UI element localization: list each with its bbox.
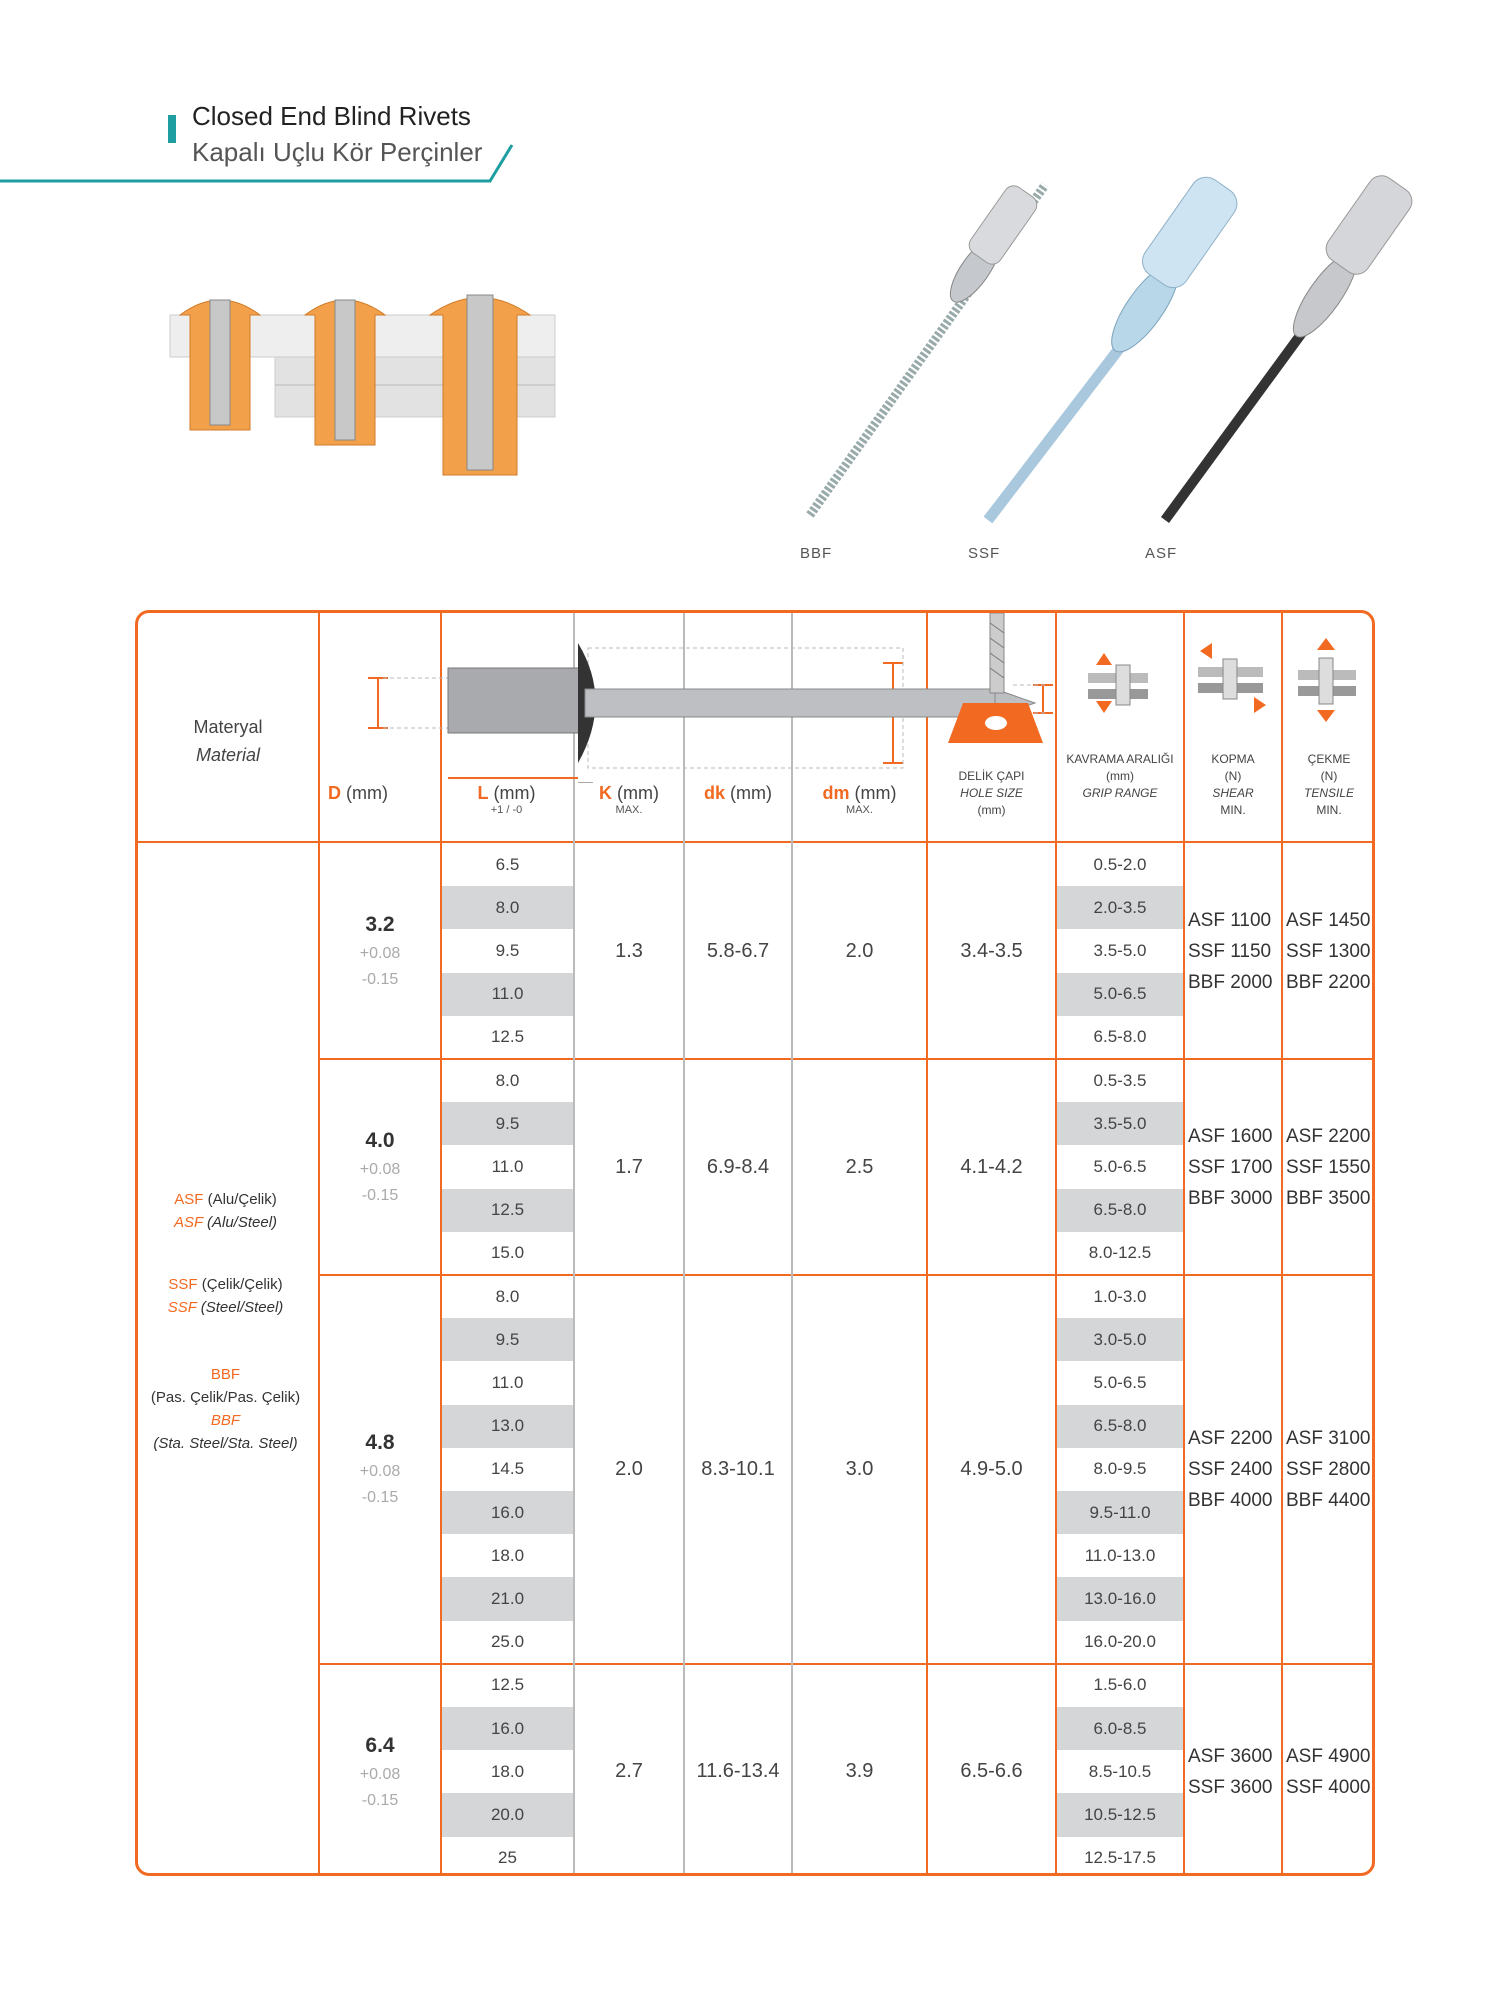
material-ssf: [138, 1273, 313, 1319]
hole-size-icon: [938, 613, 1048, 748]
tensile-value: ASF 3100: [1286, 1427, 1371, 1449]
grip-range-header: [1057, 751, 1183, 802]
diameter-value: 6.4: [365, 1733, 395, 1757]
grip-range-cell: 6.5-8.0: [1057, 1189, 1183, 1232]
tensile-header-unit: (N): [1320, 769, 1338, 783]
dm-header-unit: (mm): [849, 783, 897, 803]
grip-range-cell: 9.5-11.0: [1057, 1491, 1183, 1534]
shear-value: BBF 3000: [1188, 1187, 1273, 1209]
length-cell: 12.5: [490, 1675, 525, 1695]
grip-range-cell: 8.0-12.5: [1088, 1243, 1152, 1263]
k-cell: 2.0: [615, 1457, 643, 1480]
grip-range-cell: 16.0-20.0: [1084, 1632, 1156, 1652]
tensile-header-en: TENSILE: [1303, 786, 1354, 800]
grip-range-cell: 3.0-5.0: [1057, 1318, 1183, 1361]
dk-cell: 11.6-13.4: [696, 1760, 780, 1783]
diameter-cell: [320, 1112, 440, 1222]
material-header-en: Material: [195, 745, 261, 765]
length-cell: 8.0: [495, 1070, 520, 1090]
tensile-value: BBF 4400: [1286, 1489, 1371, 1511]
length-cell: 25.0: [490, 1632, 525, 1652]
shear-cell: [1188, 1121, 1273, 1214]
grip-range-cell: 6.5-8.0: [1093, 1027, 1147, 1047]
tensile-cell: [1286, 1121, 1371, 1214]
rivet-label-bbf: BBF: [800, 545, 833, 562]
tensile-icon: [1293, 638, 1363, 723]
length-cell: 9.5: [442, 1102, 573, 1145]
tensile-value: BBF 3500: [1286, 1187, 1371, 1209]
length-cell: 18.0: [490, 1545, 525, 1565]
hole-size-cell: 4.9-5.0: [960, 1457, 1023, 1480]
d-header-unit: (mm): [341, 783, 388, 803]
length-cell: 11.0: [442, 973, 573, 1016]
dk-header: [685, 783, 791, 804]
shear-value: SSF 1700: [1188, 1156, 1273, 1178]
material-header: [138, 713, 318, 769]
bbf-tr: (Pas. Çelik/Pas. Çelik): [150, 1389, 301, 1406]
l-header-tolerance: +1 / -0: [490, 804, 523, 816]
dm-cell: 2.0: [845, 939, 874, 962]
diameter-cell: [320, 896, 440, 1006]
shear-value: BBF 4000: [1188, 1489, 1273, 1511]
shear-header-tr: KOPMA: [1211, 752, 1255, 766]
asf-en: (Alu/Steel): [202, 1214, 278, 1231]
dm-header-label: dm: [822, 783, 850, 803]
material-header-tr: Materyal: [193, 717, 263, 737]
length-cell: 11.0: [491, 1156, 524, 1176]
shear-value: SSF 3600: [1188, 1776, 1273, 1798]
tensile-header: [1283, 751, 1375, 819]
shear-header-min: MIN.: [1220, 803, 1246, 817]
tensile-cell: [1286, 905, 1371, 998]
grip-range-cell: 5.0-6.5: [1093, 1156, 1147, 1176]
rivets-image: [790, 150, 1460, 530]
tensile-header-min: MIN.: [1316, 803, 1342, 817]
k-cell: 2.7: [615, 1760, 643, 1783]
asf-tr: (Alu/Çelik): [203, 1191, 277, 1208]
hole-header-tr: DELİK ÇAPI: [958, 769, 1025, 783]
ssf-tr: (Çelik/Çelik): [197, 1276, 283, 1293]
length-cell: 20.0: [442, 1793, 573, 1836]
dk-cell: 5.8-6.7: [706, 939, 770, 962]
k-header: [575, 783, 683, 816]
dm-header: [793, 783, 926, 816]
dm-cell: 2.5: [845, 1155, 874, 1178]
shear-value: ASF 2200: [1188, 1427, 1273, 1449]
header-divider: [138, 841, 1375, 843]
grip-range-cell: 8.5-10.5: [1088, 1761, 1152, 1781]
ssf-code: SSF: [168, 1276, 198, 1293]
grip-header-en: GRIP RANGE: [1082, 786, 1158, 800]
length-cell: 9.5: [495, 940, 520, 960]
tensile-value: SSF 4000: [1286, 1776, 1371, 1798]
shear-value: BBF 2000: [1188, 971, 1273, 993]
diameter-value: 4.8: [365, 1431, 395, 1455]
d-header: [328, 783, 388, 804]
length-cell: 18.0: [490, 1761, 525, 1781]
asf-code: ASF: [173, 1214, 203, 1231]
dk-cell: 8.3-10.1: [701, 1457, 775, 1480]
k-header-sub: MAX.: [615, 804, 643, 816]
k-header-unit: (mm): [612, 783, 659, 803]
l-header: [440, 783, 573, 816]
length-cell: 14.5: [490, 1459, 525, 1479]
length-cell: 8.0: [495, 1286, 520, 1306]
tensile-value: ASF 4900: [1286, 1745, 1371, 1767]
hole-size-cell: 3.4-3.5: [960, 939, 1023, 962]
grip-range-cell: 0.5-2.0: [1093, 854, 1147, 874]
diameter-value: 4.0: [365, 1129, 395, 1152]
tolerance-plus: +0.08: [359, 1765, 401, 1783]
col-divider: [318, 613, 320, 1873]
ssf-code: SSF: [167, 1299, 197, 1316]
l-header-label: L: [477, 783, 489, 803]
tensile-value: SSF 2800: [1286, 1458, 1371, 1480]
length-cell: 11.0: [491, 1372, 524, 1392]
tolerance-minus: -0.15: [361, 1187, 399, 1204]
specification-table: [135, 610, 1375, 1876]
grip-range-icon: [1078, 653, 1168, 713]
grip-range-cell: 6.0-8.5: [1057, 1707, 1183, 1750]
hole-size-cell: 4.1-4.2: [960, 1155, 1023, 1178]
rivet-label-asf: ASF: [1145, 545, 1178, 562]
shear-cell: [1188, 1423, 1273, 1516]
shear-cell: [1188, 905, 1273, 998]
k-cell: 1.3: [615, 939, 643, 962]
title-turkish: Kapalı Uçlu Kör Perçinler: [192, 137, 483, 167]
material-asf: [138, 1188, 313, 1234]
shear-value: SSF 1150: [1188, 940, 1272, 962]
length-cell: 12.5: [442, 1189, 573, 1232]
length-cell: 16.0: [442, 1491, 573, 1534]
length-cell: 12.5: [490, 1027, 525, 1047]
length-cell: 16.0: [442, 1707, 573, 1750]
dm-cell: 3.0: [845, 1457, 874, 1480]
grip-header-unit: (mm): [1106, 769, 1134, 783]
tensile-cell: [1286, 1423, 1371, 1516]
grip-header-tr: KAVRAMA ARALIĞI: [1066, 752, 1174, 766]
title-english: Closed End Blind Rivets: [192, 101, 471, 131]
tensile-cell: [1286, 1741, 1371, 1803]
l-header-unit: (mm): [488, 783, 536, 803]
tensile-value: SSF 1550: [1286, 1156, 1371, 1178]
tensile-header-tr: ÇEKME: [1307, 752, 1351, 766]
bbf-code: BBF: [210, 1366, 241, 1383]
rivet-label-ssf: SSF: [968, 545, 1001, 562]
grip-range-cell: 1.0-3.0: [1093, 1286, 1147, 1306]
bbf-code: BBF: [210, 1412, 241, 1429]
asf-code: ASF: [174, 1191, 204, 1208]
grip-range-cell: 5.0-6.5: [1093, 1372, 1147, 1392]
header-accent-bar: [168, 115, 176, 143]
grip-range-cell: 12.5-17.5: [1084, 1848, 1156, 1868]
grip-range-cell: 0.5-3.5: [1093, 1070, 1147, 1090]
shear-header-en: SHEAR: [1212, 786, 1254, 800]
grip-range-cell: 3.5-5.0: [1057, 1102, 1183, 1145]
grip-range-cell: 5.0-6.5: [1057, 973, 1183, 1016]
material-bbf: [138, 1363, 313, 1455]
tensile-value: SSF 1300: [1286, 940, 1371, 962]
tolerance-plus: +0.08: [359, 1161, 401, 1178]
length-cell: 13.0: [442, 1405, 573, 1448]
dk-header-unit: (mm): [725, 783, 772, 803]
shear-value: ASF 1600: [1188, 1125, 1273, 1147]
d-header-label: D: [328, 783, 341, 803]
shear-cell: [1188, 1741, 1273, 1803]
length-cell: 9.5: [442, 1318, 573, 1361]
shear-value: SSF 2400: [1188, 1458, 1273, 1480]
tolerance-plus: +0.08: [359, 945, 401, 962]
tolerance-plus: +0.08: [359, 1463, 401, 1481]
grip-range-cell: 1.5-6.0: [1093, 1675, 1147, 1695]
length-cell: 21.0: [442, 1577, 573, 1620]
dk-cell: 6.9-8.4: [706, 1155, 770, 1178]
diameter-value: 3.2: [365, 913, 395, 936]
tolerance-minus: -0.15: [361, 1489, 399, 1507]
shear-value: ASF 1100: [1188, 909, 1272, 931]
hole-size-header: [928, 768, 1055, 819]
diameter-cell: [320, 1414, 440, 1524]
hole-header-unit: (mm): [977, 803, 1006, 817]
hole-size-cell: 6.5-6.6: [960, 1760, 1023, 1783]
diameter-cell: [320, 1717, 440, 1827]
tolerance-minus: -0.15: [361, 1791, 399, 1809]
tensile-value: ASF 2200: [1286, 1125, 1371, 1147]
length-cell: 6.5: [495, 854, 520, 874]
grip-range-cell: 6.5-8.0: [1057, 1405, 1183, 1448]
dk-header-label: dk: [704, 783, 726, 803]
grip-range-cell: 8.0-9.5: [1093, 1459, 1147, 1479]
length-cell: 15.0: [490, 1243, 525, 1263]
shear-icon: [1188, 643, 1278, 713]
grip-range-cell: 3.5-5.0: [1093, 940, 1147, 960]
shear-header-unit: (N): [1224, 769, 1242, 783]
grip-range-cell: 10.5-12.5: [1057, 1793, 1183, 1836]
hole-header-en: HOLE SIZE: [960, 786, 1023, 800]
bbf-en: (Sta. Steel/Sta. Steel): [153, 1435, 298, 1452]
tolerance-minus: -0.15: [361, 971, 399, 988]
length-cell: 25: [498, 1848, 517, 1868]
shear-value: ASF 3600: [1188, 1745, 1273, 1767]
dm-header-sub: MAX.: [846, 804, 873, 816]
k-cell: 1.7: [615, 1155, 643, 1178]
tensile-value: BBF 2200: [1286, 971, 1371, 993]
length-cell: 8.0: [442, 886, 573, 929]
dm-cell: 3.9: [845, 1760, 874, 1783]
shear-header: [1185, 751, 1281, 819]
ssf-en: (Steel/Steel): [196, 1299, 284, 1316]
grip-range-cell: 11.0-13.0: [1084, 1545, 1156, 1565]
tensile-value: ASF 1450: [1286, 909, 1371, 931]
grip-range-cell: 13.0-16.0: [1057, 1577, 1183, 1620]
rivet-cross-section-image: [165, 285, 565, 485]
grip-range-cell: 2.0-3.5: [1057, 886, 1183, 929]
page-header: [0, 95, 520, 185]
k-header-label: K: [599, 783, 612, 803]
